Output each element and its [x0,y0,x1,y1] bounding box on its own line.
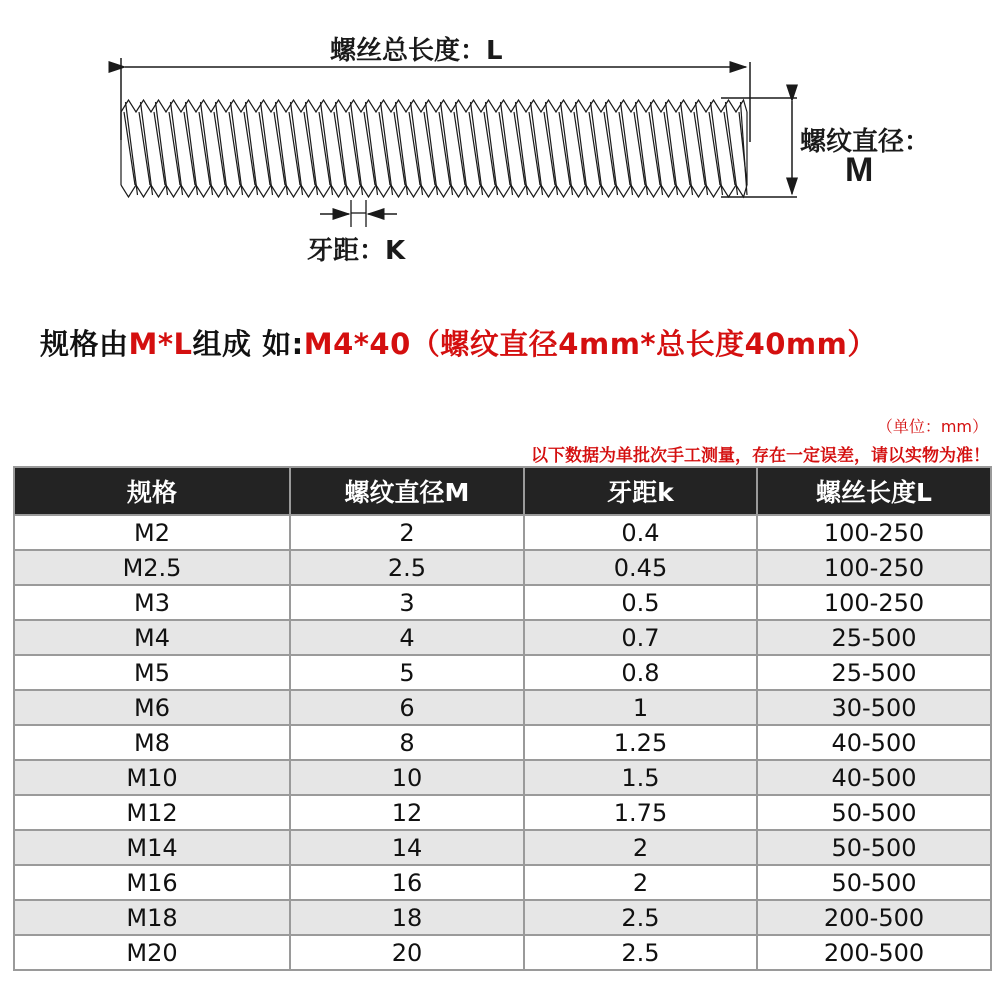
table-row [14,690,991,725]
header-diameter: 螺纹直径M [290,467,524,515]
cell-diameter: 6 [290,690,524,725]
cell-length: 100-250 [757,550,991,585]
cell-length: 200-500 [757,935,991,970]
table-row [14,725,991,760]
cell-pitch: 0.8 [524,655,757,690]
cell-pitch: 1.75 [524,795,757,830]
cell-diameter: 20 [290,935,524,970]
threaded-rod-diagram [0,0,1000,290]
thread-body [121,100,747,197]
table-row [14,865,991,900]
table-row [14,795,991,830]
table-row [14,550,991,585]
header-length: 螺丝长度L [757,467,991,515]
header-spec: 规格 [14,467,290,515]
cell-pitch: 1 [524,690,757,725]
cell-pitch: 2.5 [524,935,757,970]
length-label: 螺丝总长度：L [330,36,503,66]
table-row [14,900,991,935]
spec-text-1: 规格由 [40,327,129,361]
table-row [14,760,991,795]
cell-length: 50-500 [757,795,991,830]
cell-pitch: 2 [524,830,757,865]
table-row [14,935,991,970]
cell-diameter: 2 [290,515,524,550]
pitch-label: 牙距：K [307,236,406,266]
cell-spec: M12 [14,795,290,830]
cell-spec: M14 [14,830,290,865]
cell-length: 100-250 [757,585,991,620]
cell-spec: M6 [14,690,290,725]
table-header-row [14,467,991,515]
spec-text-example: M4*40（螺纹直径4mm*总长度40mm） [303,327,877,361]
spec-text-2: 组成 如: [192,327,304,361]
cell-spec: M16 [14,865,290,900]
cell-length: 25-500 [757,655,991,690]
unit-note: （单位：mm） [876,417,988,436]
cell-spec: M10 [14,760,290,795]
cell-length: 40-500 [757,725,991,760]
cell-spec: M20 [14,935,290,970]
cell-spec: M5 [14,655,290,690]
cell-length: 50-500 [757,865,991,900]
cell-length: 100-250 [757,515,991,550]
spec-table [13,466,992,971]
cell-diameter: 5 [290,655,524,690]
measurement-disclaimer: 以下数据为单批次手工测量，存在一定误差，请以实物为准！ [531,446,990,466]
cell-diameter: 3 [290,585,524,620]
cell-diameter: 4 [290,620,524,655]
cell-spec: M8 [14,725,290,760]
cell-pitch: 1.25 [524,725,757,760]
table-row [14,620,991,655]
cell-pitch: 1.5 [524,760,757,795]
cell-length: 40-500 [757,760,991,795]
cell-pitch: 0.7 [524,620,757,655]
cell-pitch: 2.5 [524,900,757,935]
cell-pitch: 2 [524,865,757,900]
cell-diameter: 14 [290,830,524,865]
cell-spec: M18 [14,900,290,935]
cell-diameter: 16 [290,865,524,900]
table-row [14,515,991,550]
cell-diameter: 8 [290,725,524,760]
cell-length: 25-500 [757,620,991,655]
spec-format-explanation [40,322,877,363]
table-row [14,830,991,865]
cell-spec: M2 [14,515,290,550]
cell-pitch: 0.45 [524,550,757,585]
cell-length: 30-500 [757,690,991,725]
cell-pitch: 0.4 [524,515,757,550]
cell-diameter: 18 [290,900,524,935]
header-pitch: 牙距k [524,467,757,515]
diameter-symbol: M [845,151,874,189]
cell-spec: M4 [14,620,290,655]
cell-spec: M3 [14,585,290,620]
cell-length: 50-500 [757,830,991,865]
diameter-label: 螺纹直径： [800,127,931,157]
spec-text-format: M*L [128,327,193,361]
table-row [14,655,991,690]
table-row [14,585,991,620]
cell-diameter: 12 [290,795,524,830]
cell-length: 200-500 [757,900,991,935]
cell-diameter: 2.5 [290,550,524,585]
cell-diameter: 10 [290,760,524,795]
cell-pitch: 0.5 [524,585,757,620]
cell-spec: M2.5 [14,550,290,585]
